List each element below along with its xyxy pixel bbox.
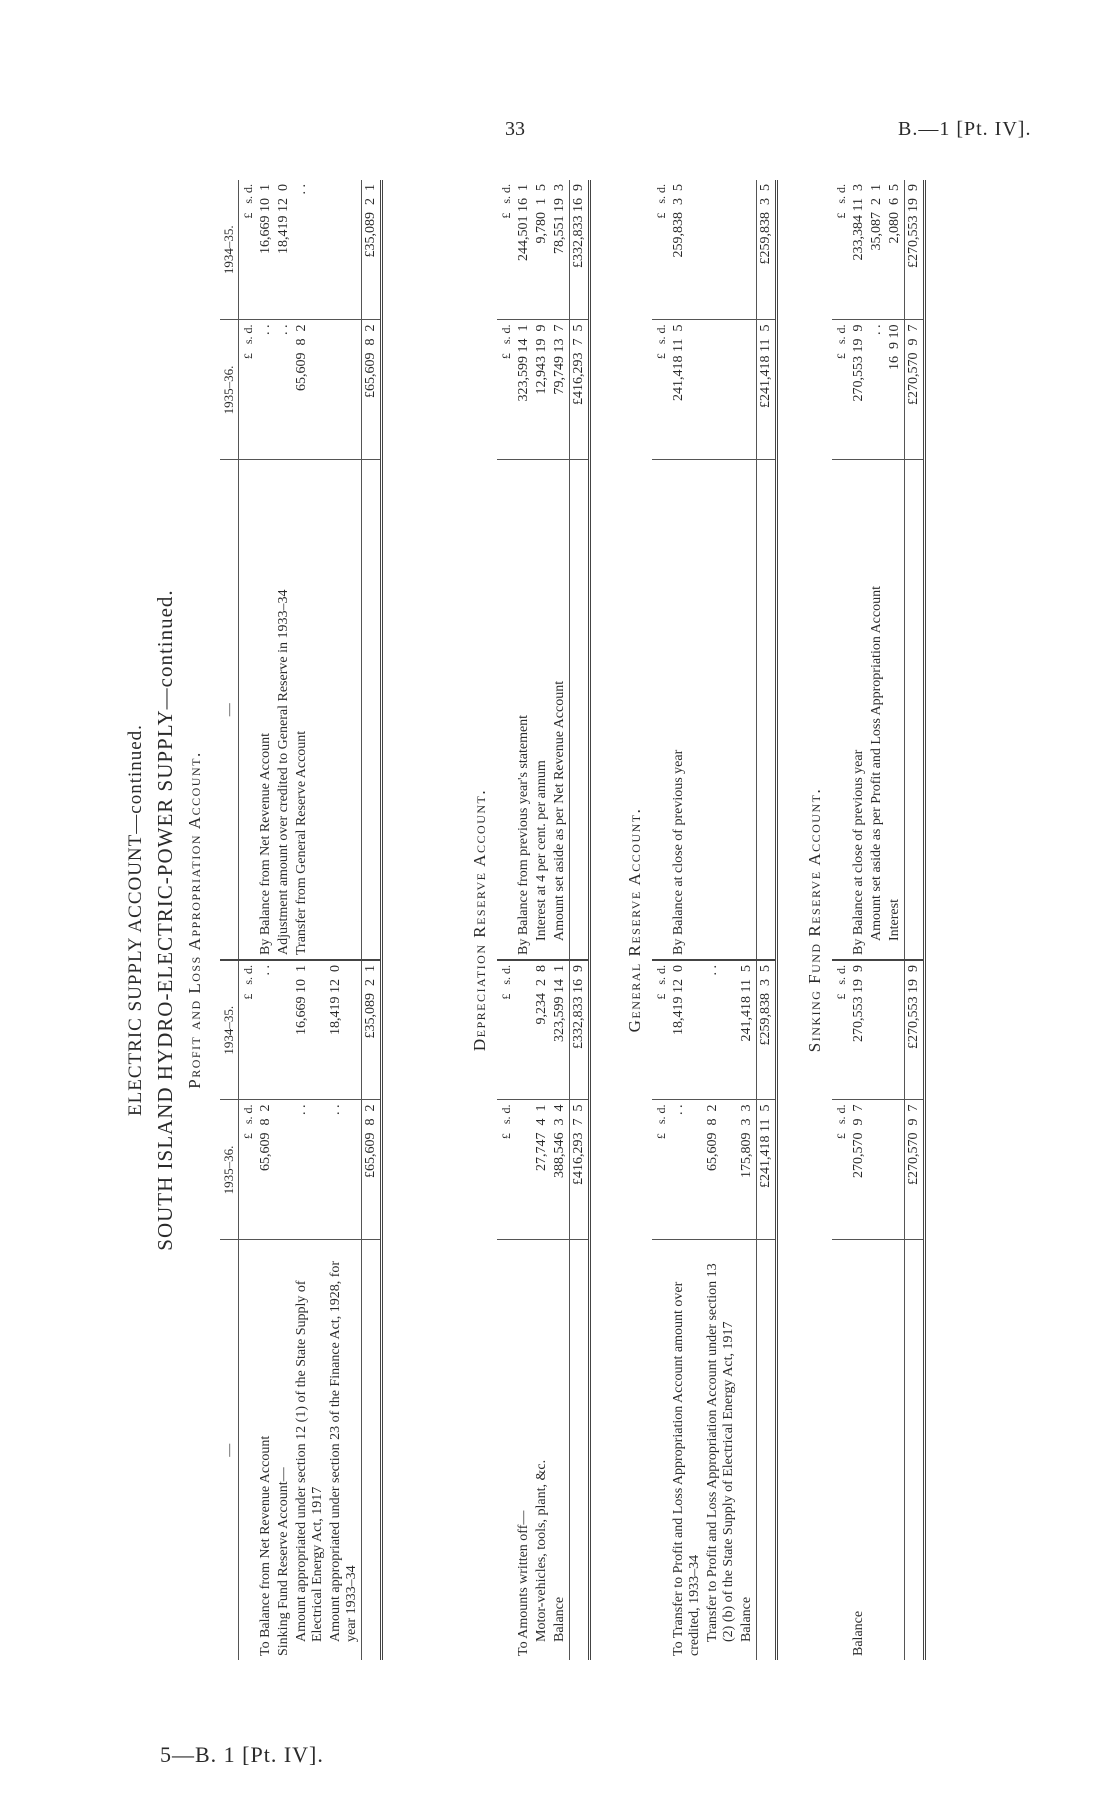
sink-left-total-y2: £270,553 19 9 — [905, 960, 925, 1100]
dep-left-text: Balance — [552, 1596, 567, 1642]
sink-right-total-y2: £270,553 19 9 — [905, 180, 925, 320]
dep-right-y2: 244,501 16 1 — [515, 180, 533, 320]
dep-right-text: Amount set aside as per Net Revenue Account — [551, 460, 570, 960]
pl-left-total-y2: £35,089 2 1 — [362, 960, 382, 1100]
gen-left-y1: . . — [670, 1100, 704, 1240]
sink-left-text: Balance — [851, 1610, 866, 1656]
units-label: £ s. d. — [832, 960, 850, 1100]
col-head-1935: 1935–36. — [220, 320, 239, 460]
gen-right-y2: 259,838 3 5 — [670, 180, 704, 320]
pl-left-y2: 18,419 12 0 — [327, 960, 362, 1100]
pl-left-y1: . . — [327, 1100, 362, 1240]
sinking-fund-account — [832, 180, 926, 1660]
parliament-paper-stamp: 5—B. 1 [Pt. IV]. — [160, 1742, 324, 1767]
pl-left-y2: 16,669 10 1 — [293, 960, 327, 1100]
dep-left-y2: 323,599 14 1 — [551, 960, 570, 1100]
col-head-desc-right: — — [220, 460, 239, 960]
pl-left-text: Amount appropriated under section 23 of the Finance Act, 1928, for year 1933–34 — [328, 1260, 359, 1642]
units-label: £ s. d. — [239, 320, 258, 460]
page-code: B.—1 [Pt. IV]. — [898, 118, 1032, 140]
pl-left-y1: 65,609 8 2 — [257, 1100, 275, 1240]
units-label: £ s. d. — [652, 180, 670, 320]
dep-right-total-y2: £332,833 16 9 — [570, 180, 590, 320]
dep-left-y1 — [515, 1100, 533, 1240]
col-head-desc-left: — — [220, 1240, 239, 1660]
sink-right-y2: 233,384 11 3 — [850, 180, 868, 320]
pl-right-total-y1: £65,609 8 2 — [362, 320, 382, 460]
depreciation-account — [497, 180, 591, 1660]
units-label: £ s. d. — [239, 180, 258, 320]
dep-left-y2 — [515, 960, 533, 1100]
dep-left-y1: 388,546 3 4 — [551, 1100, 570, 1240]
gen-left-total-y2: £259,838 3 5 — [757, 960, 777, 1100]
dep-right-total-y1: £416,293 7 5 — [570, 320, 590, 460]
gen-right-total-y2: £259,838 3 5 — [757, 180, 777, 320]
pl-left-text: Sinking Fund Reserve Account— — [276, 1467, 291, 1656]
pl-right-text: By Balance from Net Revenue Account — [257, 460, 275, 960]
col-head-1935: 1935–36. — [220, 1100, 239, 1240]
gen-left-y2: . . — [704, 960, 738, 1100]
dep-right-y1: 323,599 14 1 — [515, 320, 533, 460]
pl-left-y1: . . — [293, 1100, 327, 1240]
sink-right-text: Amount set aside as per Profit and Loss Appropriation Account — [868, 460, 886, 960]
general-reserve-account — [652, 180, 778, 1660]
dep-right-y2: 78,551 19 3 — [551, 180, 570, 320]
rotated-accounts-page — [125, 180, 985, 1660]
pl-left-y2 — [275, 960, 293, 1100]
units-label: £ s. d. — [652, 960, 670, 1100]
gen-right-total-y1: £241,418 11 5 — [757, 320, 777, 460]
units-label: £ s. d. — [832, 1100, 850, 1240]
pl-right-text: Adjustment amount over credited to General Reserve in 1933–34 — [275, 460, 293, 960]
pl-right-text: Transfer from General Reserve Account — [293, 460, 327, 960]
pl-right-y1: . . — [275, 320, 293, 460]
pl-left-text: Amount appropriated under section 12 (1) of the State Supply of Electrical Energy Act, 1917 — [294, 1280, 325, 1642]
units-label: £ s. d. — [239, 1100, 258, 1240]
heading-line-2: SOUTH ISLAND HYDRO-ELECTRIC-POWER SUPPLY—continued. — [153, 589, 177, 1251]
gen-left-y2: 241,418 11 5 — [738, 960, 757, 1100]
col-head-1934: 1934–35. — [220, 180, 239, 320]
pl-left-text: To Balance from Net Revenue Account — [258, 1435, 273, 1656]
pl-right-y2: 18,419 12 0 — [275, 180, 293, 320]
sink-right-total-y1: £270,570 9 7 — [905, 320, 925, 460]
dep-right-y1: 79,749 13 7 — [551, 320, 570, 460]
gen-left-y1: 65,609 8 2 — [704, 1100, 738, 1240]
sink-left-total-y1: £270,570 9 7 — [905, 1100, 925, 1240]
dep-right-text: Interest at 4 per cent. per annum — [533, 460, 551, 960]
units-label: £ s. d. — [497, 180, 515, 320]
pl-right-y2: 16,669 10 1 — [257, 180, 275, 320]
page-number: 33 — [505, 118, 525, 140]
gen-left-text: Transfer to Profit and Loss Appropriation Account under section 13 (2) (b) of the State Supply of Electrical Energy Act, 1917 — [705, 1263, 736, 1642]
gen-left-text: To Transfer to Profit and Loss Appropriation Account amount over credited, 1933–34 — [671, 1281, 702, 1656]
gen-left-y2: 18,419 12 0 — [670, 960, 704, 1100]
units-label: £ s. d. — [832, 180, 850, 320]
pl-right-y1: . . — [257, 320, 275, 460]
units-label: £ s. d. — [497, 960, 515, 1100]
dep-right-text: By Balance from previous year's statement — [515, 460, 533, 960]
heading-line-1: ELECTRIC SUPPLY ACCOUNT—continued. — [125, 724, 146, 1116]
units-label: £ s. d. — [497, 320, 515, 460]
pl-right-y2: . . — [293, 180, 327, 320]
profit-loss-account — [220, 180, 383, 1660]
dep-left-text: To Amounts written off— — [516, 1510, 531, 1656]
units-label: £ s. d. — [497, 1100, 515, 1240]
general-reserve-title: General Reserve Account. — [625, 807, 644, 1033]
gen-right-y1: 241,418 11 5 — [670, 320, 704, 460]
gen-right-text: By Balance at close of previous year — [670, 460, 704, 960]
dep-left-y2: 9,234 2 8 — [533, 960, 551, 1100]
dep-left-text: Motor-vehicles, tools, plant, &c. — [534, 1459, 549, 1642]
units-label: £ s. d. — [239, 960, 258, 1100]
sink-left-y2: 270,553 19 9 — [850, 960, 868, 1100]
dep-left-y1: 27,747 4 1 — [533, 1100, 551, 1240]
sink-right-y2: 35,087 2 1 — [868, 180, 886, 320]
units-label: £ s. d. — [652, 320, 670, 460]
sink-right-text: Interest — [886, 460, 905, 960]
depreciation-title: Depreciation Reserve Account. — [470, 788, 489, 1052]
dep-left-total-y1: £416,293 7 5 — [570, 1100, 590, 1240]
units-label: £ s. d. — [652, 1100, 670, 1240]
dep-right-y2: 9,780 1 5 — [533, 180, 551, 320]
sink-left-y1: 270,570 9 7 — [850, 1100, 868, 1240]
gen-left-total-y1: £241,418 11 5 — [757, 1100, 777, 1240]
gen-left-y1: 175,809 3 3 — [738, 1100, 757, 1240]
dep-left-total-y2: £332,833 16 9 — [570, 960, 590, 1100]
sinking-fund-title: Sinking Fund Reserve Account. — [805, 787, 824, 1053]
heading-line-3: Profit and Loss Appropriation Account. — [185, 751, 204, 1089]
pl-left-y2: . . — [257, 960, 275, 1100]
gen-left-text: Balance — [739, 1596, 754, 1642]
dep-right-y1: 12,943 19 9 — [533, 320, 551, 460]
pl-left-y1 — [275, 1100, 293, 1240]
sink-right-y1: 270,553 19 9 — [850, 320, 868, 460]
pl-left-total-y1: £65,609 8 2 — [362, 1100, 382, 1240]
pl-right-y1: 65,609 8 2 — [293, 320, 327, 460]
sink-right-text: By Balance at close of previous year — [850, 460, 868, 960]
col-head-1934: 1934–35. — [220, 960, 239, 1100]
units-label: £ s. d. — [832, 320, 850, 460]
sink-right-y2: 2,080 6 5 — [886, 180, 905, 320]
sink-right-y1: 16 9 10 — [886, 320, 905, 460]
pl-right-total-y2: £35,089 2 1 — [362, 180, 382, 320]
sink-right-y1: . . — [868, 320, 886, 460]
